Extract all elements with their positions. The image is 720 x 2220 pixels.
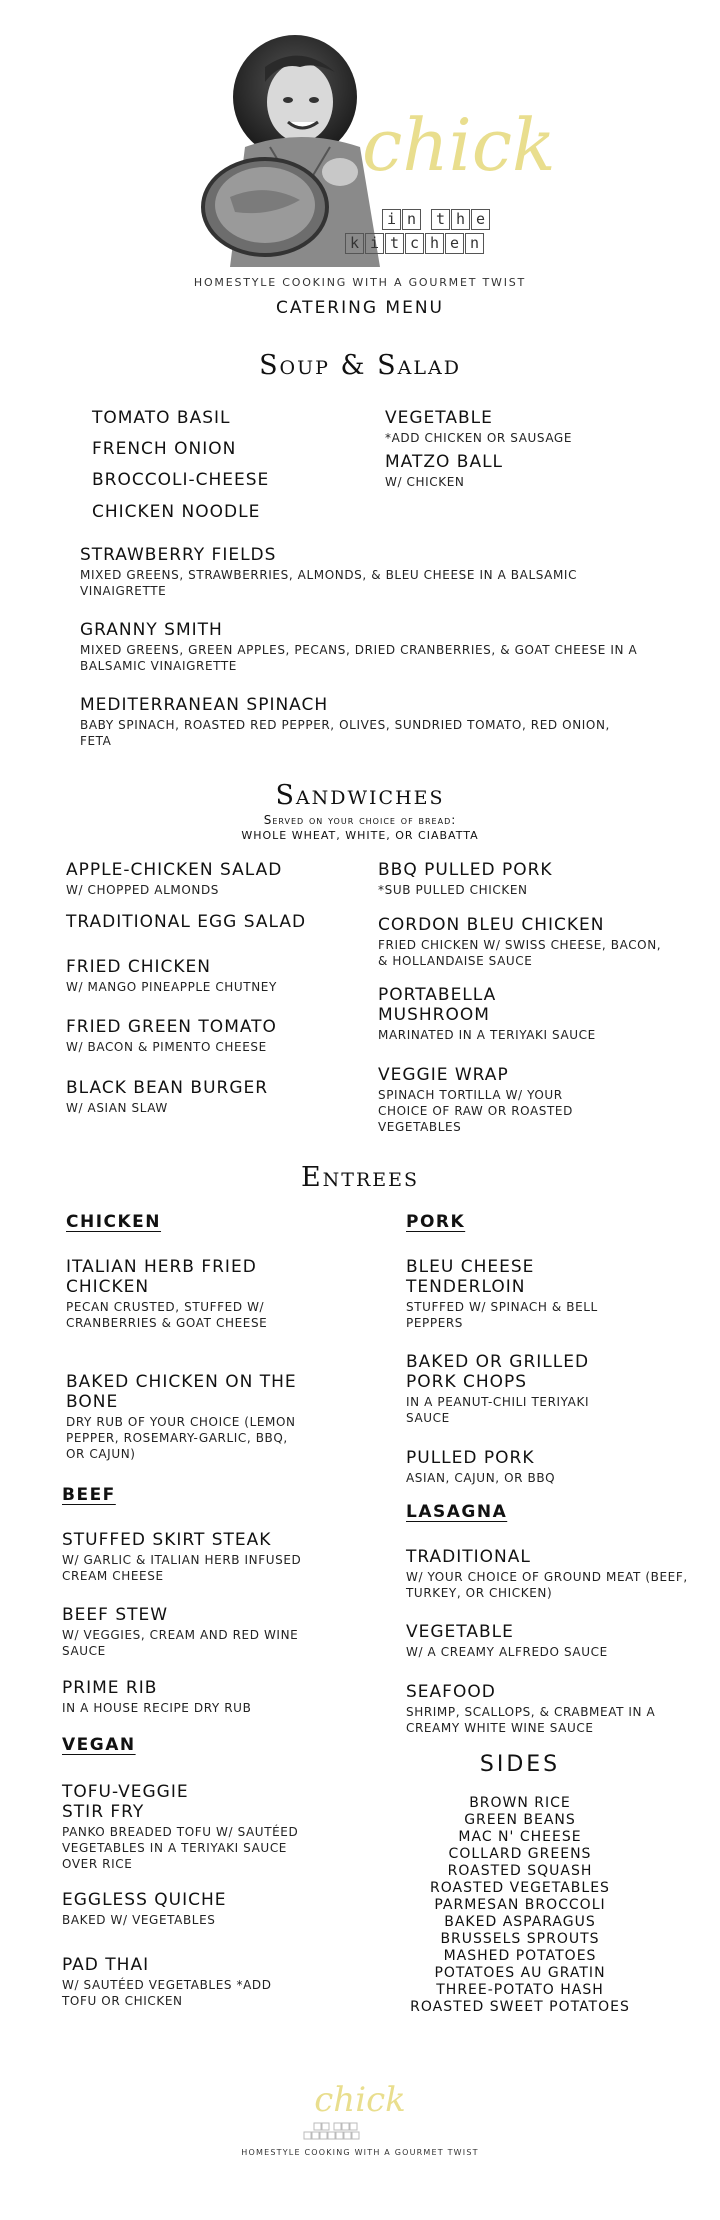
logo-in-the-boxes: i n t h e: [382, 205, 491, 230]
sides-list: [390, 1795, 650, 2016]
side-item: PARMESAN BROCCOLI: [434, 1897, 606, 1913]
entree-desc: W/ A CREAMY ALFREDO SAUCE: [406, 1645, 608, 1659]
sandwich-desc: W/ ASIAN SLAW: [66, 1101, 168, 1115]
footer-tagline: HOMESTYLE COOKING WITH A GOURMET TWIST: [241, 2148, 479, 2157]
sandwich-item: [66, 957, 356, 995]
soup-name: FRENCH ONION: [92, 439, 237, 459]
side-item: ROASTED SQUASH: [447, 1863, 593, 1879]
sandwich-desc: W/ CHOPPED ALMONDS: [66, 883, 220, 897]
entree-name: STUFFED SKIRT STEAK: [62, 1530, 272, 1550]
sandwich-name: APPLE-CHICKEN SALAD: [66, 860, 283, 880]
sandwich-name: VEGGIE WRAP: [378, 1065, 509, 1085]
entree-name: BLEU CHEESE TENDERLOIN: [406, 1257, 535, 1297]
entree-item: [62, 1678, 332, 1716]
sandwich-desc: SPINACH TORTILLA W/ YOUR CHOICE OF RAW OR ROASTED VEGETABLES: [378, 1088, 573, 1134]
salad-item: [80, 695, 640, 749]
entree-name: ITALIAN HERB FRIED CHICKEN: [66, 1257, 257, 1297]
chicken-heading: CHICKEN: [66, 1212, 162, 1232]
salad-name: GRANNY SMITH: [80, 620, 223, 640]
soup-name: CHICKEN NOODLE: [92, 502, 261, 522]
sandwich-item: [378, 915, 668, 969]
sandwich-desc: FRIED CHICKEN W/ SWISS CHEESE, BACON, & HOLLANDAISE SAUCE: [378, 938, 662, 968]
entree-item: [66, 1257, 316, 1331]
logo-kitchen-boxes: k i t c h e n: [345, 233, 485, 254]
sandwich-name: FRIED GREEN TOMATO: [66, 1017, 277, 1037]
side-item: MASHED POTATOES: [443, 1948, 597, 1964]
footer-logo-chick: chick: [314, 2080, 406, 2120]
salad-name: STRAWBERRY FIELDS: [80, 545, 277, 565]
entree-item: [406, 1547, 696, 1601]
entree-name: BAKED CHICKEN ON THE BONE: [66, 1372, 297, 1412]
entree-desc: W/ YOUR CHOICE OF GROUND MEAT (BEEF, TURKEY, OR CHICKEN): [406, 1570, 688, 1600]
menu-title: CATERING MENU: [276, 298, 444, 318]
entree-name: TOFU-VEGGIE STIR FRY: [62, 1782, 189, 1822]
salad-item: [80, 620, 660, 674]
soup-salad-title: Soup & Salad: [259, 350, 461, 381]
logo-word-chick: chick: [362, 103, 556, 187]
sandwich-desc: W/ BACON & PIMENTO CHEESE: [66, 1040, 267, 1054]
logo-in-the: [382, 205, 491, 230]
sandwich-item: [66, 912, 356, 932]
footer-kitchen-boxes-icon: [300, 2122, 420, 2140]
sandwich-name: PORTABELLA MUSHROOM: [378, 985, 497, 1025]
side-item: ROASTED VEGETABLES: [430, 1880, 610, 1896]
side-item: BRUSSELS SPROUTS: [440, 1931, 600, 1947]
soup-item: [92, 502, 260, 522]
entree-name: TRADITIONAL: [406, 1547, 531, 1567]
salad-name: MEDITERRANEAN SPINACH: [80, 695, 329, 715]
entree-item: [406, 1448, 666, 1486]
salad-desc: MIXED GREENS, STRAWBERRIES, ALMONDS, & BLEU CHEESE IN A BALSAMIC VINAIGRETTE: [80, 568, 578, 598]
sandwich-item: [66, 860, 356, 898]
entrees-title: Entrees: [300, 1162, 420, 1193]
entree-name: PAD THAI: [62, 1955, 150, 1975]
lasagna-heading: LASAGNA: [406, 1502, 508, 1522]
side-item: BROWN RICE: [469, 1795, 571, 1811]
pork-heading: PORK: [406, 1212, 466, 1232]
entree-item: [62, 1890, 312, 1928]
sandwich-item: [378, 985, 596, 1043]
entree-desc: PANKO BREADED TOFU W/ SAUTÉED VEGETABLES IN A TERIYAKI SAUCE OVER RICE: [62, 1825, 299, 1871]
entree-desc: IN A HOUSE RECIPE DRY RUB: [62, 1701, 252, 1715]
sandwich-desc: *SUB PULLED CHICKEN: [378, 883, 528, 897]
side-item: ROASTED SWEET POTATOES: [410, 1999, 630, 2015]
logo-kitchen: [345, 233, 485, 254]
soup-item: [92, 439, 236, 459]
soup-desc: *ADD CHICKEN OR SAUSAGE: [385, 431, 573, 445]
sandwich-name: CORDON BLEU CHICKEN: [378, 915, 605, 935]
sides-title: SIDES: [479, 1752, 561, 1777]
sandwiches-title: Sandwiches: [275, 780, 445, 811]
entree-desc: PECAN CRUSTED, STUFFED W/ CRANBERRIES & GOAT CHEESE: [66, 1300, 268, 1330]
entree-name: EGGLESS QUICHE: [62, 1890, 227, 1910]
side-item: THREE-POTATO HASH: [436, 1982, 604, 1998]
soup-desc: W/ CHICKEN: [385, 475, 465, 489]
side-item: POTATOES AU GRATIN: [434, 1965, 606, 1981]
vegan-heading: VEGAN: [62, 1735, 136, 1755]
entree-item: [62, 1530, 332, 1584]
entree-name: VEGETABLE: [406, 1622, 514, 1642]
entree-item: [406, 1622, 696, 1660]
sandwiches-bread: WHOLE WHEAT, WHITE, OR CIABATTA: [241, 829, 479, 842]
sandwich-item: [378, 860, 668, 898]
entree-name: SEAFOOD: [406, 1682, 496, 1702]
side-item: GREEN BEANS: [464, 1812, 576, 1828]
soup-item: [385, 408, 572, 446]
side-item: COLLARD GREENS: [448, 1846, 592, 1862]
sandwich-item: [378, 1065, 608, 1135]
sandwich-name: TRADITIONAL EGG SALAD: [66, 912, 307, 932]
entree-item: [62, 1955, 282, 2009]
soup-item: [92, 470, 269, 490]
entree-desc: BAKED W/ VEGETABLES: [62, 1913, 216, 1927]
soup-name: TOMATO BASIL: [92, 408, 231, 428]
soup-name: BROCCOLI-CHEESE: [92, 470, 270, 490]
sandwich-name: BLACK BEAN BURGER: [66, 1078, 269, 1098]
entree-item: [406, 1257, 606, 1331]
entree-desc: W/ SAUTÉED VEGETABLES *ADD TOFU OR CHICKEN: [62, 1978, 272, 2008]
entree-item: [62, 1605, 312, 1659]
salad-item: [80, 545, 660, 599]
soup-item: [385, 452, 503, 490]
entree-desc: IN A PEANUT-CHILI TERIYAKI SAUCE: [406, 1395, 590, 1425]
entree-name: BAKED OR GRILLED PORK CHOPS: [406, 1352, 590, 1392]
sandwich-name: BBQ PULLED PORK: [378, 860, 553, 880]
entree-desc: SHRIMP, SCALLOPS, & CRABMEAT IN A CREAMY WHITE WINE SAUCE: [406, 1705, 656, 1735]
sandwich-item: [66, 1017, 356, 1055]
entree-item: [62, 1782, 312, 1872]
entree-desc: W/ VEGGIES, CREAM AND RED WINE SAUCE: [62, 1628, 299, 1658]
sandwich-desc: MARINATED IN A TERIYAKI SAUCE: [378, 1028, 596, 1042]
entree-name: BEEF STEW: [62, 1605, 169, 1625]
entree-desc: ASIAN, CAJUN, OR BBQ: [406, 1471, 556, 1485]
soup-name: VEGETABLE: [385, 408, 493, 428]
footer-logo-boxes: [300, 2122, 420, 2140]
side-item: BAKED ASPARAGUS: [444, 1914, 596, 1930]
side-item: MAC N' CHEESE: [458, 1829, 582, 1845]
entree-desc: W/ GARLIC & ITALIAN HERB INFUSED CREAM CHEESE: [62, 1553, 302, 1583]
entree-name: PULLED PORK: [406, 1448, 535, 1468]
entree-item: [66, 1372, 311, 1462]
entree-desc: STUFFED W/ SPINACH & BELL PEPPERS: [406, 1300, 598, 1330]
entree-desc: DRY RUB OF YOUR CHOICE (LEMON PEPPER, ROSEMARY-GARLIC, BBQ, OR CAJUN): [66, 1415, 296, 1461]
beef-heading: BEEF: [62, 1485, 116, 1505]
salad-desc: MIXED GREENS, GREEN APPLES, PECANS, DRIED CRANBERRIES, & GOAT CHEESE IN A BALSAMIC VINAIGRETTE: [80, 643, 638, 673]
sandwich-item: [66, 1078, 356, 1116]
soup-name: MATZO BALL: [385, 452, 504, 472]
header-tagline: HOMESTYLE COOKING WITH A GOURMET TWIST: [193, 276, 527, 289]
entree-item: [406, 1352, 636, 1426]
sandwich-desc: W/ MANGO PINEAPPLE CHUTNEY: [66, 980, 277, 994]
entree-item: [406, 1682, 706, 1736]
sandwiches-note: Served on your choice of bread:: [263, 813, 457, 827]
soup-item: [92, 408, 230, 428]
salad-desc: BABY SPINACH, ROASTED RED PEPPER, OLIVES, SUNDRIED TOMATO, RED ONION, FETA: [80, 718, 610, 748]
sandwich-name: FRIED CHICKEN: [66, 957, 211, 977]
entree-name: PRIME RIB: [62, 1678, 158, 1698]
